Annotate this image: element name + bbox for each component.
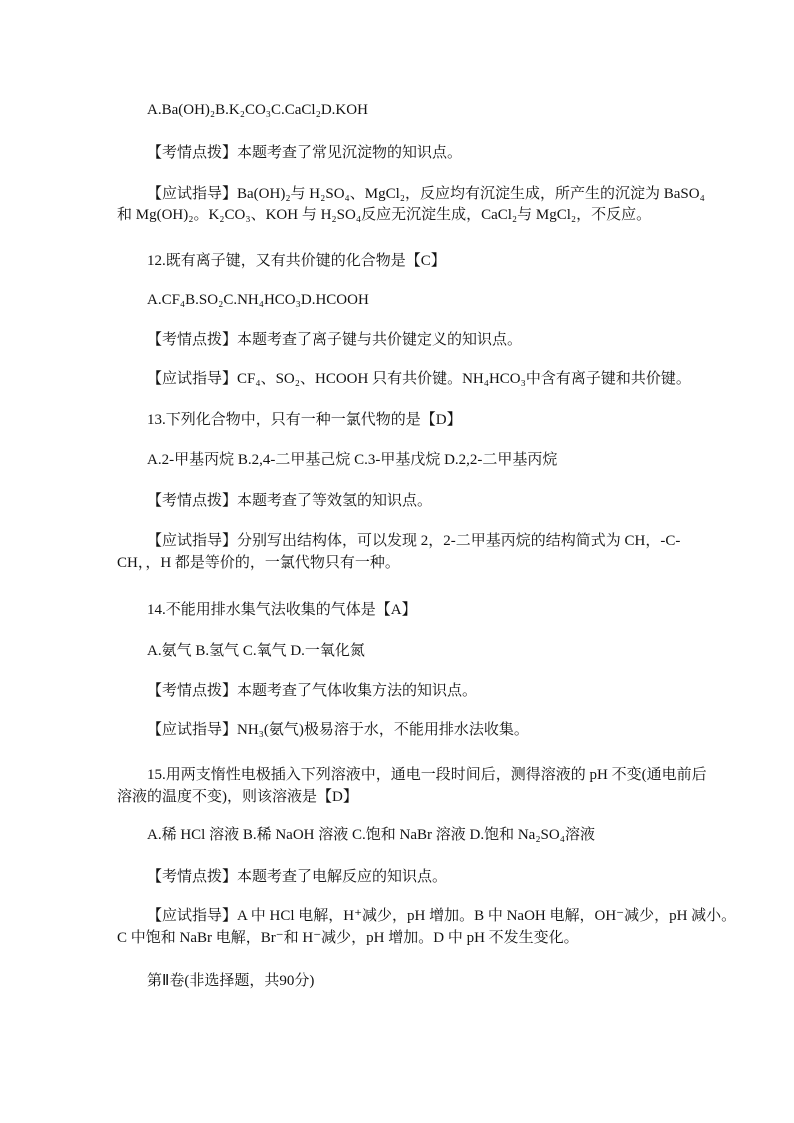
- q12-exam-point: 【考情点拨】本题考查了离子键与共价键定义的知识点。: [147, 332, 523, 348]
- q15-guide-line-2: C 中饱和 NaBr 电解，Br⁻和 H⁻减少，pH 增加。D 中 pH 不发生变化。: [117, 930, 579, 946]
- q11-guide-line-1: 【应试指导】Ba(OH)₂与 H₂SO₄、MgCl₂，反应均有沉淀生成，所产生的沉淀为 BaSO₄: [147, 186, 705, 202]
- q11-guide-line-2: 和 Mg(OH)₂。K₂CO₃、KOH 与 H₂SO₄反应无沉淀生成，CaCl₂与 MgCl₂，不反应。: [117, 207, 652, 223]
- q15-options-line: A.稀 HCl 溶液 B.稀 NaOH 溶液 C.饱和 NaBr 溶液 D.饱和 Na₂SO₄溶液: [147, 827, 595, 843]
- q12-stem: 12.既有离子键，又有共价键的化合物是【C】: [147, 253, 446, 269]
- q12-options-line: A.CF₄B.SO₂C.NH₄HCO₃D.HCOOH: [147, 292, 369, 308]
- q15-guide-line-1: 【应试指导】A 中 HCl 电解，H⁺减少，pH 增加。B 中 NaOH 电解，OH⁻减少，pH 减小。: [147, 908, 737, 924]
- q14-stem: 14.不能用排水集气法收集的气体是【A】: [147, 602, 417, 618]
- q13-options-line: A.2-甲基丙烷 B.2,4-二甲基己烷 C.3-甲基戊烷 D.2,2-二甲基丙烷: [147, 452, 558, 468]
- q13-guide-line-2: CH，，H 都是等价的，一氯代物只有一种。: [117, 555, 400, 571]
- q14-guide-line-1: 【应试指导】NH₃(氨气)极易溶于水，不能用排水法收集。: [147, 722, 529, 738]
- q11-options-line: A.Ba(OH)₂B.K₂CO₃C.CaCl₂D.KOH: [147, 102, 368, 118]
- q13-guide-line-1: 【应试指导】分别写出结构体，可以发现 2，2-二甲基丙烷的结构简式为 CH，-C-: [147, 533, 681, 549]
- q14-options-line: A.氨气 B.氢气 C.氧气 D.一氧化氮: [147, 643, 365, 659]
- q15-exam-point: 【考情点拨】本题考查了电解反应的知识点。: [147, 869, 448, 885]
- q15-stem-line-2: 溶液的温度不变)，则该溶液是【D】: [117, 789, 358, 805]
- section-2-heading: 第Ⅱ卷(非选择题，共90分): [147, 973, 315, 989]
- q13-stem: 13.下列化合物中，只有一种一氯代物的是【D】: [147, 412, 462, 428]
- q14-exam-point: 【考情点拨】本题考查了气体收集方法的知识点。: [147, 683, 478, 699]
- q13-exam-point: 【考情点拨】本题考查了等效氢的知识点。: [147, 493, 433, 509]
- q11-exam-point: 【考情点拨】本题考查了常见沉淀物的知识点。: [147, 145, 463, 161]
- q12-guide-line-1: 【应试指导】CF₄、SO₂、HCOOH 只有共价键。NH₄HCO₃中含有离子键和共价键。: [147, 371, 691, 387]
- q15-stem-line-1: 15.用两支惰性电极插入下列溶液中，通电一段时间后，测得溶液的 pH 不变(通电前后: [147, 767, 707, 783]
